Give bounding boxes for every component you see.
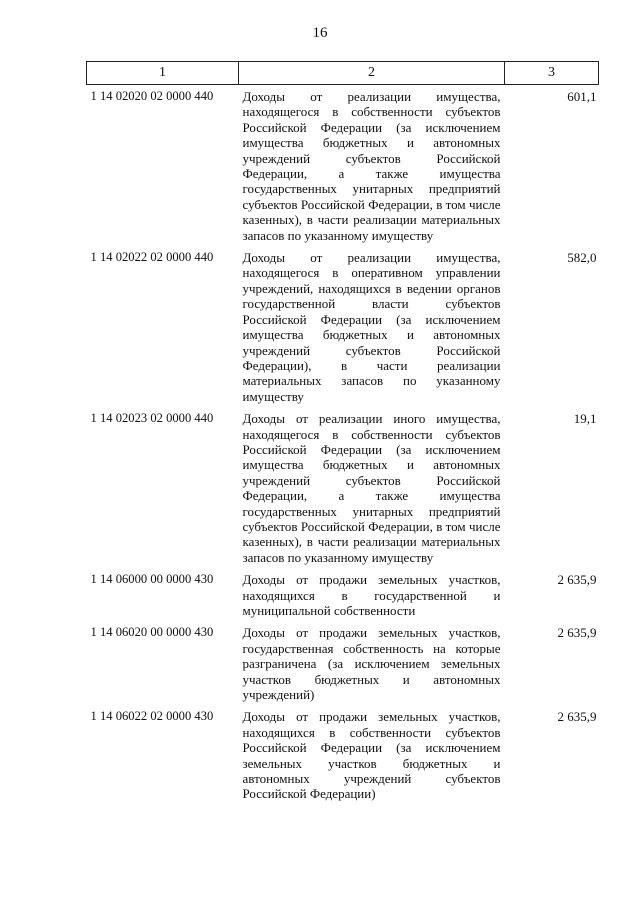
row-description: Доходы от реализации имущества, находящегося в собственности субъектов Российской Федерации (за исключением имущества бюджетных и автономных учреждений субъектов Российской Федерации, а также имущества государственных унитарных предприятий субъектов Российской Федерации, в том числе казенных), в части реализации материальных запасов по указанному имуществу	[242, 89, 501, 243]
table-row	[87, 568, 599, 621]
row-description: Доходы от продажи земельных участков, находящихся в собственности субъектов Российской Федерации (за исключением земельных участков бюджетных и автономных учреждений субъектов Российской Федерации)	[242, 709, 501, 802]
row-amount: 19,1	[573, 411, 597, 427]
header-row	[87, 62, 599, 85]
row-description: Доходы от реализации иного имущества, находящегося в собственности субъектов Российской Федерации (за исключением имущества бюджетных и автономных учреждений субъектов Российской Федерации, а также имущества государственных унитарных предприятий субъектов Российской Федерации, в том числе казенных), в части реализации материальных запасов по указанному имуществу	[242, 411, 501, 565]
row-code: 1 14 02020 02 0000 440	[90, 89, 214, 103]
budget-table	[86, 61, 599, 805]
table-row	[87, 246, 599, 407]
row-amount: 601,1	[567, 89, 597, 104]
row-code: 1 14 02023 02 0000 440	[90, 411, 214, 426]
table-row	[87, 407, 599, 568]
column-header-description: 2	[239, 62, 505, 85]
row-code: 1 14 06020 00 0000 430	[90, 625, 214, 640]
row-amount: 2 635,9	[557, 709, 597, 725]
column-header-code: 1	[87, 62, 239, 85]
table-row	[87, 705, 599, 804]
row-amount: 2 635,9	[557, 625, 597, 641]
page-number: 16	[312, 25, 328, 41]
row-amount: 2 635,9	[557, 572, 597, 588]
row-description: Доходы от продажи земельных участков, находящихся в государственной и муниципальной собственности	[242, 572, 501, 618]
table-row	[87, 621, 599, 705]
row-amount: 582,0	[567, 250, 597, 266]
row-code: 1 14 06022 02 0000 430	[90, 709, 214, 724]
column-header-amount: 3	[505, 62, 599, 85]
table-body	[87, 85, 599, 805]
table-row	[87, 85, 599, 247]
row-code: 1 14 02022 02 0000 440	[90, 250, 214, 265]
table-header	[87, 62, 599, 85]
row-description: Доходы от реализации имущества, находящегося в оперативном управлении учреждений, находящихся в ведении органов государственной власти субъектов Российской Федерации (за исключением имущества бюджетных и автономных учреждений субъектов Российской Федерации), в части реализации материальных запасов по указанному имуществу	[242, 250, 501, 404]
row-code: 1 14 06000 00 0000 430	[90, 572, 214, 587]
row-description: Доходы от продажи земельных участков, государственная собственность на которые разграничена (за исключением земельных участков бюджетных и автономных учреждений)	[242, 625, 501, 703]
